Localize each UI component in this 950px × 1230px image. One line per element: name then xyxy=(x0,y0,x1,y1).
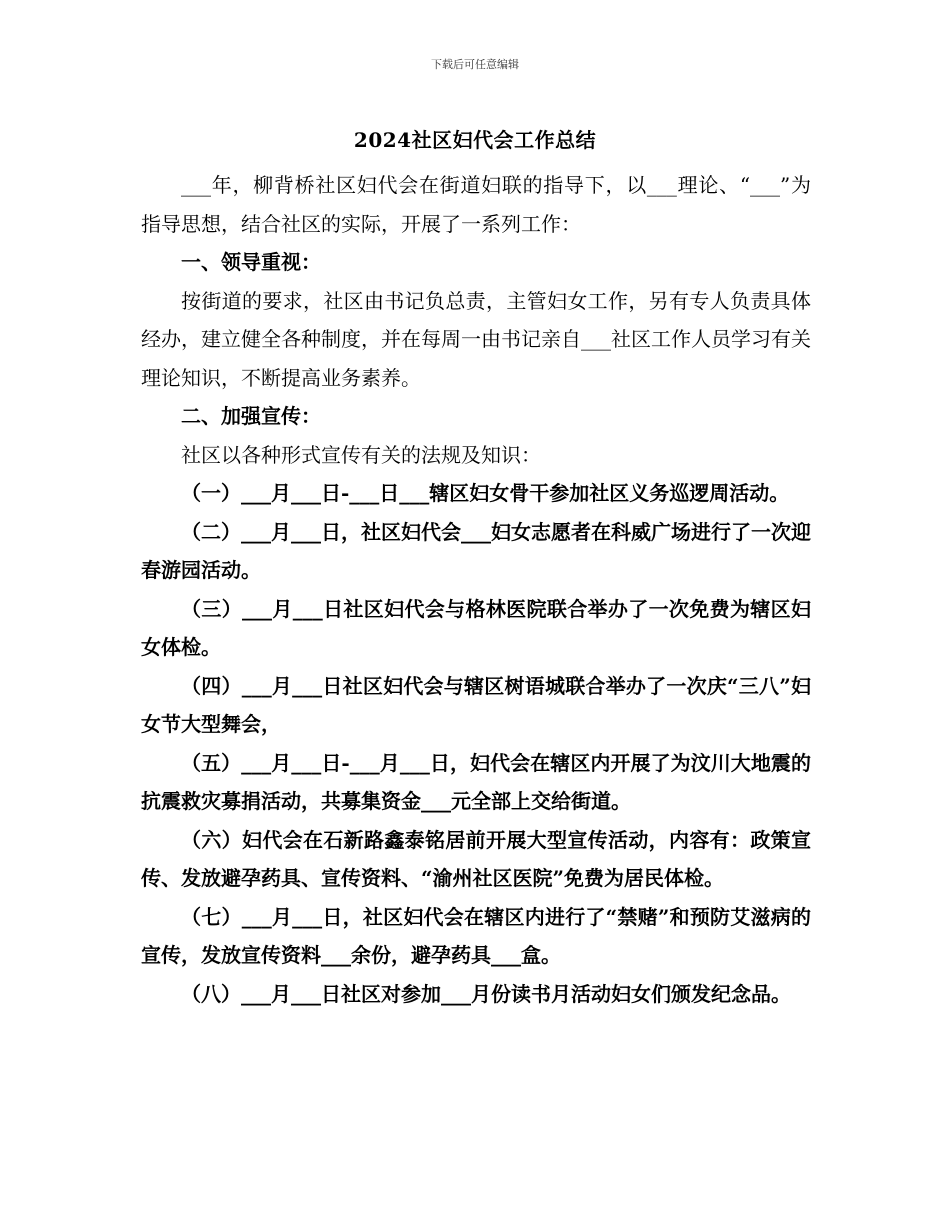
leadership-paragraph: 按街道的要求，社区由书记负总责，主管妇女工作，另有专人负责具体经办，建立健全各种制度，并在每周一由书记亲自___社区工作人员学习有关理论知识，不断提高业务素养。 xyxy=(141,288,811,390)
activity-item-4: （四）___月___日社区妇代会与辖区树语城联合举办了一次庆“三八”妇女节大型舞会， xyxy=(141,673,811,736)
activity-item-5: （五）___月___日-___月___日，妇代会在辖区内开展了为汶川大地震的抗震救灾募捐活动，共募集资金___元全部上交给街道。 xyxy=(141,750,811,813)
activity-item-2: （二）___月___日，社区妇代会___妇女志愿者在科威广场进行了一次迎春游园活动。 xyxy=(141,519,811,582)
document-title: 2024社区妇代会工作总结 xyxy=(353,128,597,152)
activity-item-1: （一）___月___日-___日___辖区妇女骨干参加社区义务巡逻周活动。 xyxy=(181,481,790,505)
header-note: 下载后可任意编辑 xyxy=(431,58,519,71)
activity-item-7: （七）___月___日，社区妇代会在辖区内进行了“禁赌”和预防艾滋病的宣传，发放宣传资料___余份，避孕药具___盒。 xyxy=(141,904,811,967)
document-body xyxy=(141,166,811,1013)
intro-paragraph: ___年，柳背桥社区妇代会在街道妇联的指导下，以___理论、“___”为指导思想，结合社区的实际，开展了一系列工作： xyxy=(141,173,811,236)
publicity-intro-paragraph: 社区以各种形式宣传有关的法规及知识： xyxy=(181,442,541,467)
section-heading-leadership: 一、领导重视： xyxy=(181,250,321,274)
activity-item-6: （六）妇代会在石新路鑫泰铭居前开展大型宣传活动，内容有：政策宣传、发放避孕药具、宣传资料、“渝州社区医院”免费为居民体检。 xyxy=(141,827,811,890)
section-heading-publicity: 二、加强宣传： xyxy=(181,404,321,428)
activity-item-3: （三）___月___日社区妇代会与格林医院联合举办了一次免费为辖区妇女体检。 xyxy=(141,596,811,659)
activity-item-8: （八）___月___日社区对参加___月份读书月活动妇女们颁发纪念品。 xyxy=(181,981,791,1006)
